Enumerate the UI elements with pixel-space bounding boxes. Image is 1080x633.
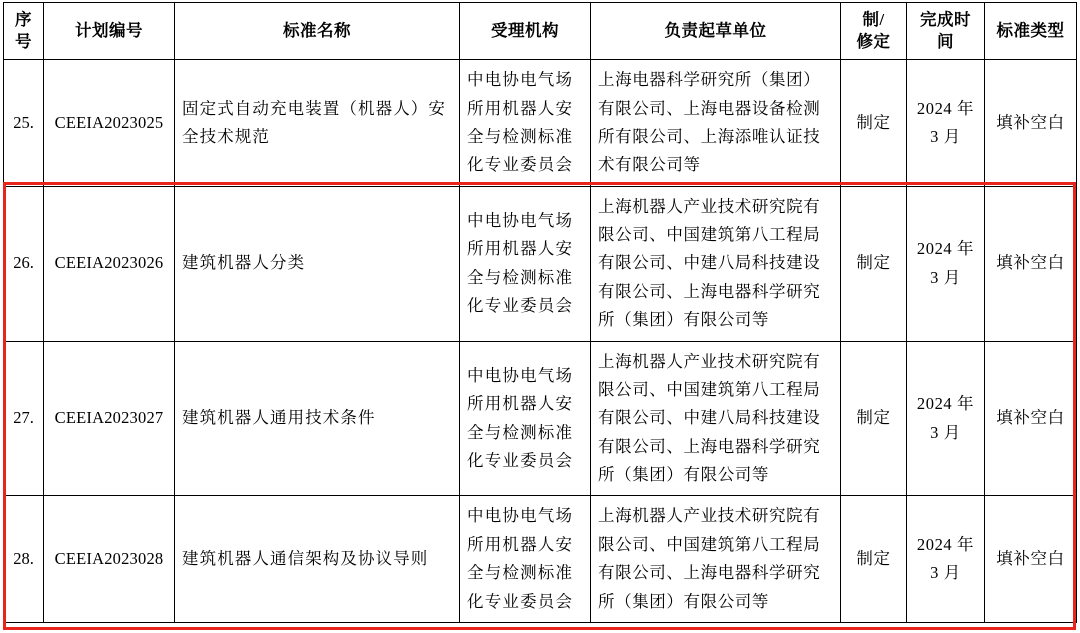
cell-plan-no: CEEIA2023027	[44, 341, 175, 496]
col-header-standard-name: 标准名称	[175, 3, 460, 60]
cell-plan-no: CEEIA2023028	[44, 496, 175, 623]
cell-accepting-org: 中电协电气场所用机器人安全与检测标准化专业委员会	[460, 496, 591, 623]
cell-type: 制定	[841, 341, 907, 496]
cell-index: 25.	[4, 60, 44, 187]
col-header-index-line1: 序	[15, 10, 32, 29]
col-header-completion-time	[907, 3, 985, 60]
cell-accepting-org: 中电协电气场所用机器人安全与检测标准化专业委员会	[460, 186, 591, 341]
cell-completion-time: 2024 年3 月	[907, 341, 985, 496]
col-header-completion-time-line1: 完成时	[920, 10, 971, 29]
table-header-row	[4, 3, 1077, 60]
cell-completion-time: 2024 年3 月	[907, 60, 985, 187]
cell-accepting-org: 中电协电气场所用机器人安全与检测标准化专业委员会	[460, 341, 591, 496]
table-row	[4, 60, 1077, 187]
table-row	[4, 341, 1077, 496]
cell-standard-name: 建筑机器人分类	[175, 186, 460, 341]
cell-index: 26.	[4, 186, 44, 341]
cell-standard-name: 固定式自动充电装置（机器人）安全技术规范	[175, 60, 460, 187]
col-header-standard-category: 标准类型	[985, 3, 1077, 60]
cell-completion-time: 2024 年3 月	[907, 496, 985, 623]
cell-index: 28.	[4, 496, 44, 623]
cell-standard-name: 建筑机器人通用技术条件	[175, 341, 460, 496]
cell-plan-no: CEEIA2023025	[44, 60, 175, 187]
cell-drafting-units: 上海机器人产业技术研究院有限公司、中国建筑第八工程局有限公司、中建八局科技建设有限公司、上海电器科学研究所（集团）有限公司等	[591, 341, 841, 496]
col-header-type-line2: 修定	[856, 32, 891, 52]
cell-standard-category: 填补空白	[985, 496, 1077, 623]
standards-plan-table	[3, 2, 1077, 623]
col-header-index	[4, 3, 44, 60]
cell-type: 制定	[841, 496, 907, 623]
col-header-plan-no: 计划编号	[44, 3, 175, 60]
cell-standard-name: 建筑机器人通信架构及协议导则	[175, 496, 460, 623]
col-header-completion-time-line2: 间	[937, 32, 954, 52]
col-header-type	[841, 3, 907, 60]
cell-standard-category: 填补空白	[985, 186, 1077, 341]
cell-type: 制定	[841, 60, 907, 187]
cell-accepting-org: 中电协电气场所用机器人安全与检测标准化专业委员会	[460, 60, 591, 187]
cell-plan-no: CEEIA2023026	[44, 186, 175, 341]
document-page	[0, 2, 1080, 633]
cell-drafting-units: 上海机器人产业技术研究院有限公司、中国建筑第八工程局有限公司、上海电器科学研究所（集团）有限公司等	[591, 496, 841, 623]
cell-standard-category: 填补空白	[985, 60, 1077, 187]
col-header-index-line2: 号	[15, 32, 32, 52]
col-header-accepting-org: 受理机构	[460, 3, 591, 60]
col-header-type-line1: 制/	[862, 10, 885, 29]
table-row	[4, 496, 1077, 623]
cell-completion-time: 2024 年3 月	[907, 186, 985, 341]
table-header	[4, 3, 1077, 60]
cell-index: 27.	[4, 341, 44, 496]
cell-drafting-units: 上海电器科学研究所（集团）有限公司、上海电器设备检测所有限公司、上海添唯认证技术有限公司等	[591, 60, 841, 187]
cell-standard-category: 填补空白	[985, 341, 1077, 496]
col-header-drafting-units: 负责起草单位	[591, 3, 841, 60]
cell-drafting-units: 上海机器人产业技术研究院有限公司、中国建筑第八工程局有限公司、中建八局科技建设有限公司、上海电器科学研究所（集团）有限公司等	[591, 186, 841, 341]
table-row	[4, 186, 1077, 341]
table-body	[4, 60, 1077, 623]
cell-type: 制定	[841, 186, 907, 341]
